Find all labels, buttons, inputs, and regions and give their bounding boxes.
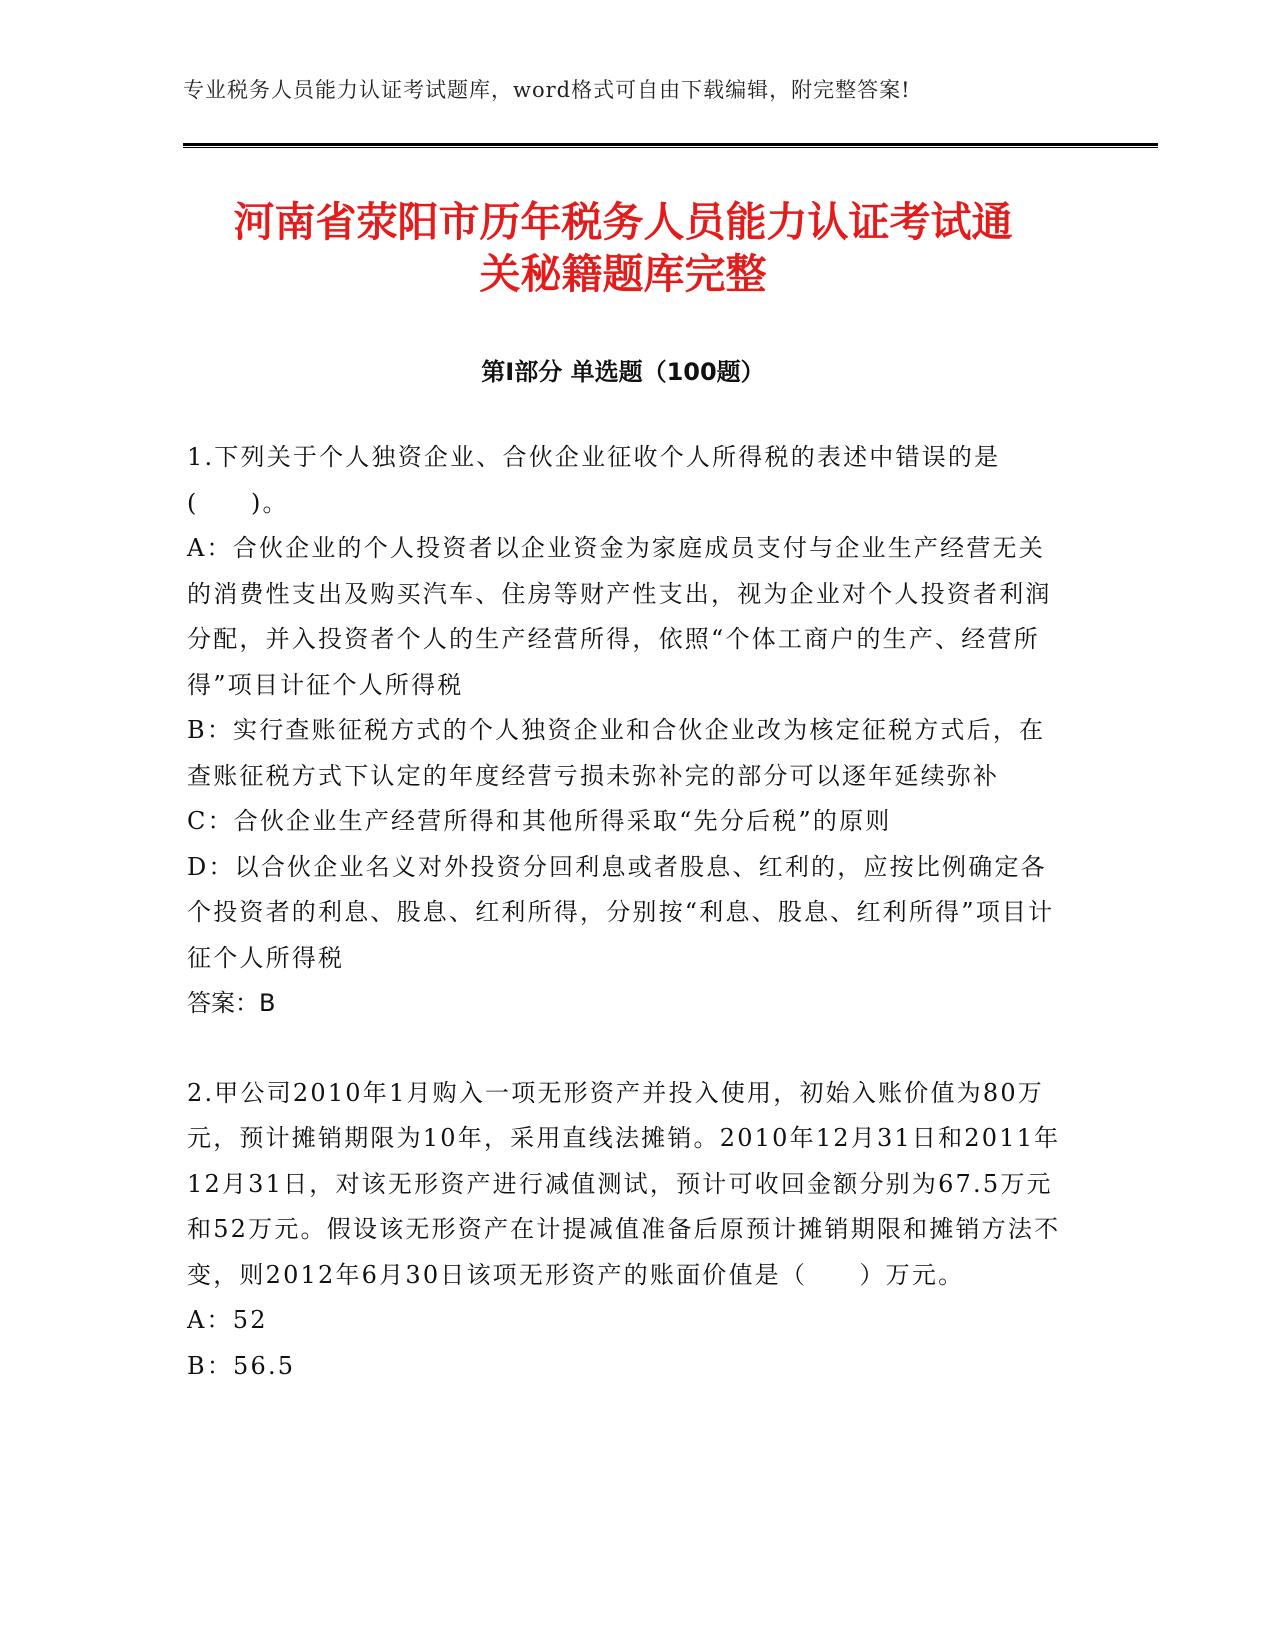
option-d: D：以合伙企业名义对外投资分回利息或者股息、红利的，应按比例确定各个投资者的利息、股息、红利所得，分别按“利息、股息、红利所得”项目计征个人所得税 [187, 852, 1055, 972]
question-1 [187, 435, 1067, 1027]
option-a: A：合伙企业的个人投资者以企业资金为家庭成员支付与企业生产经营无关的消费性支出及购买汽车、住房等财产性支出，视为企业对个人投资者利润分配，并入投资者个人的生产经营所得，依照“个体工商户的生产、经营所得”项目计征个人所得税 [187, 534, 1052, 699]
header-divider [183, 143, 1158, 148]
option-c: C：合伙企业生产经营所得和其他所得采取“先分后税”的原则 [187, 807, 892, 835]
option-b: B：56.5 [187, 1351, 296, 1380]
document-title [183, 196, 1063, 300]
header-note: 专业税务人员能力认证考试题库，word格式可自由下载编辑，附完整答案! [183, 78, 911, 102]
option-a: A：52 [187, 1306, 268, 1334]
question-stem: 2.甲公司2010年1月购入一项无形资产并投入使用，初始入账价值为80万元，预计摊销期限为10年，采用直线法摊销。2010年12月31日和2011年12月31日，对该无形资产进行减值测试，预计可收回金额分别为67.5万元和52万元。假设该无形资产在计提减值准备后原预计摊销期限和摊销方法不变，则2012年6月30日该项无形资产的账面价值是（ ）万元。 [187, 1078, 1061, 1289]
section-heading: 第Ⅰ部分 单选题（100题） [481, 358, 765, 386]
title-line-1: 河南省荥阳市历年税务人员能力认证考试通 [233, 198, 1013, 246]
option-b: B：实行查账征税方式的个人独资企业和合伙企业改为核定征税方式后，在查账征税方式下认定的年度经营亏损未弥补完的部分可以逐年延续弥补 [187, 716, 1046, 790]
question-list [187, 435, 1067, 1433]
question-2 [187, 1071, 1067, 1390]
question-stem: 1.下列关于个人独资企业、合伙企业征收个人所得税的表述中错误的是( )。 [187, 443, 1001, 517]
title-line-2: 关秘籍题库完整 [479, 250, 767, 298]
answer: 答案：B [187, 989, 276, 1017]
